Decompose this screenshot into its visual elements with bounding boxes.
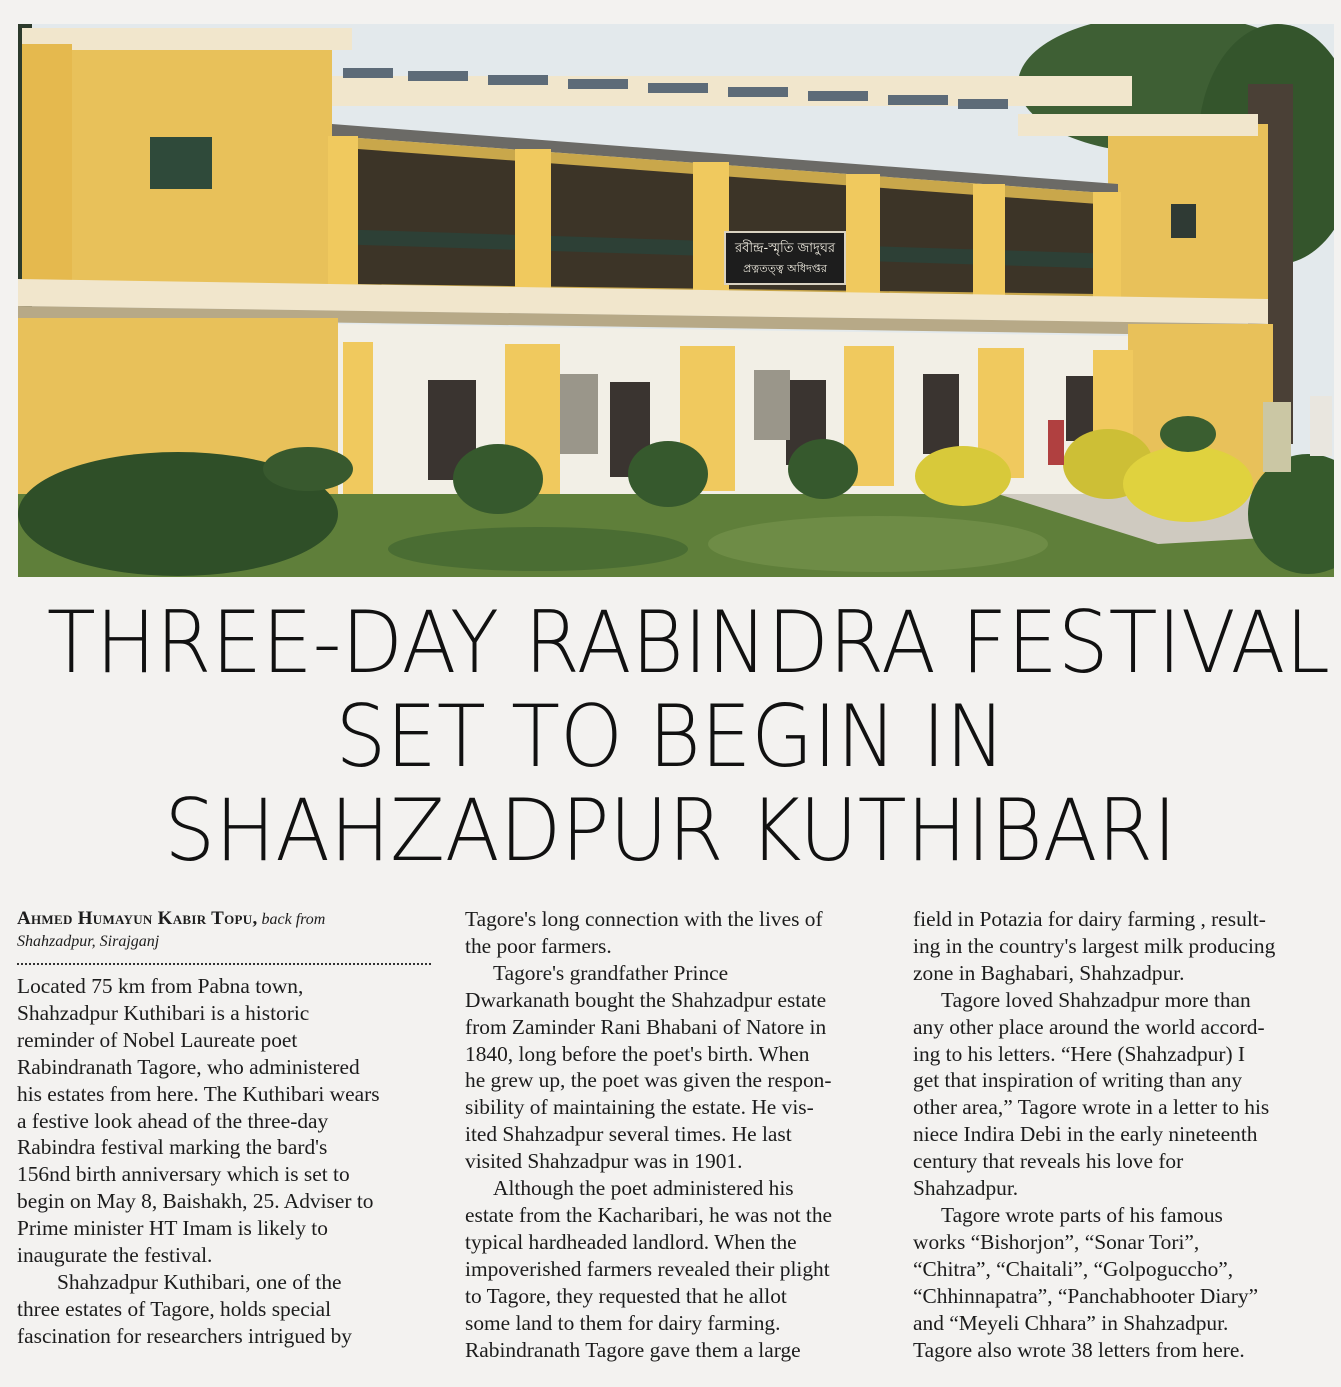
text-line: Rabindranath Tagore, who administered xyxy=(17,1054,360,1079)
text-line: get that inspiration of writing than any xyxy=(913,1068,1243,1093)
text-line: inaugurate the festival. xyxy=(17,1243,213,1268)
col1-paragraph-1 xyxy=(17,973,441,1269)
text-line: works “Bishorjon”, “Sonar Tori”, xyxy=(913,1229,1200,1254)
text-line: 1840, long before the poet's birth. When xyxy=(465,1041,810,1066)
text-line: Tagore wrote parts of his famous xyxy=(941,1202,1223,1227)
text-line: Although the poet administered his xyxy=(493,1176,794,1201)
text-line: other area,” Tagore wrote in a letter to his xyxy=(913,1095,1270,1120)
byline-divider xyxy=(17,963,431,965)
text-line: Prime minister HT Imam is likely to xyxy=(17,1216,328,1241)
text-line: Shahzadpur Kuthibari is a historic xyxy=(17,1000,310,1025)
text-line: “Chhinnapatra”, “Panchabhooter Diary” xyxy=(913,1283,1259,1308)
col3-paragraph-3 xyxy=(913,1202,1337,1363)
text-line: three estates of Tagore, holds special xyxy=(17,1296,332,1321)
text-line: typical hardheaded landlord. When the xyxy=(465,1229,797,1254)
col3-paragraph-2 xyxy=(913,987,1337,1202)
text-line: a festive look ahead of the three-day xyxy=(17,1108,329,1133)
text-line: Rabindra festival marking the bard's xyxy=(17,1135,328,1160)
text-line: visited Shahzadpur was in 1901. xyxy=(465,1149,743,1174)
text-line: he grew up, the poet was given the respon- xyxy=(465,1068,832,1093)
text-line: begin on May 8, Baishakh, 25. Adviser to xyxy=(17,1189,374,1214)
text-line: 156nd birth anniversary which is set to xyxy=(17,1162,350,1187)
text-line: century that reveals his love for xyxy=(913,1149,1184,1174)
museum-sign-board xyxy=(725,232,845,284)
sign-line-2: প্রত্নতত্ত্ব অধিদপ্তর xyxy=(743,262,827,275)
text-line: his estates from here. The Kuthibari wears xyxy=(17,1081,380,1106)
text-line: Tagore's grandfather Prince xyxy=(493,960,729,985)
text-line: Shahzadpur. xyxy=(913,1176,1019,1201)
article-column-1 xyxy=(17,906,441,1350)
text-line: ited Shahzadpur several times. He last xyxy=(465,1122,792,1147)
article-column-2 xyxy=(465,906,889,1363)
byline-place: Shahzadpur, Sirajganj xyxy=(17,933,160,950)
text-line: field in Potazia for dairy farming , result- xyxy=(913,907,1266,931)
text-line: and “Meyeli Chhara” in Shahzadpur. xyxy=(913,1310,1229,1335)
text-line: some land to them for dairy farming. xyxy=(465,1310,781,1335)
text-line: Located 75 km from Pabna town, xyxy=(17,974,304,998)
text-line: estate from the Kacharibari, he was not the xyxy=(465,1202,833,1227)
text-line: from Zaminder Rani Bhabani of Natore in xyxy=(465,1014,827,1039)
article-photo xyxy=(18,24,1334,577)
text-line: impoverished farmers revealed their plight xyxy=(465,1256,830,1281)
col3-paragraph-1 xyxy=(913,906,1337,987)
text-line: Dwarkanath bought the Shahzadpur estate xyxy=(465,987,827,1012)
text-line: Tagore's long connection with the lives of xyxy=(465,907,823,931)
text-line: Shahzadpur Kuthibari, one of the xyxy=(57,1269,342,1294)
text-line: Tagore loved Shahzadpur more than xyxy=(941,987,1251,1012)
text-line: Rabindranath Tagore gave them a large xyxy=(465,1337,801,1362)
text-line: ing in the country's largest milk producing xyxy=(913,933,1276,958)
headline-line-3: SHAHZADPUR KUTHIBARI xyxy=(164,781,1177,881)
text-line: ing to his letters. “Here (Shahzadpur) I xyxy=(913,1041,1246,1066)
col2-paragraph-2 xyxy=(465,960,889,1175)
text-line: “Chitra”, “Chaitali”, “Golpoguccho”, xyxy=(913,1256,1234,1281)
col2-paragraph-3 xyxy=(465,1175,889,1363)
text-line: sibility of maintaining the estate. He vis- xyxy=(465,1095,814,1120)
text-line: any other place around the world accord- xyxy=(913,1014,1265,1039)
headline-line-1: THREE-DAY RABINDRA FESTIVAL xyxy=(46,593,1330,693)
text-line: reminder of Nobel Laureate poet xyxy=(17,1027,298,1052)
kuthibari-building-photo xyxy=(18,24,1334,577)
text-line: zone in Baghabari, Shahzadpur. xyxy=(913,960,1185,985)
byline-author: Ahmed Humayun Kabir Topu, xyxy=(17,908,258,929)
text-line: fascination for researchers intrigued by xyxy=(17,1323,352,1348)
text-line: niece Indira Debi in the early nineteenth xyxy=(913,1122,1258,1147)
text-line: to Tagore, they requested that he allot xyxy=(465,1283,787,1308)
headline-line-2: SET TO BEGIN IN xyxy=(335,687,1006,787)
col2-paragraph-1 xyxy=(465,906,889,960)
article-column-3 xyxy=(913,906,1337,1363)
text-line: the poor farmers. xyxy=(465,933,612,958)
sign-line-1: রবীন্দ্র-স্মৃতি জাদুঘর xyxy=(734,241,836,256)
col1-paragraph-2 xyxy=(17,1269,441,1350)
byline-from: back from xyxy=(261,911,326,928)
byline xyxy=(17,908,441,953)
headline xyxy=(0,593,1341,881)
text-line: Tagore also wrote 38 letters from here. xyxy=(913,1337,1245,1362)
